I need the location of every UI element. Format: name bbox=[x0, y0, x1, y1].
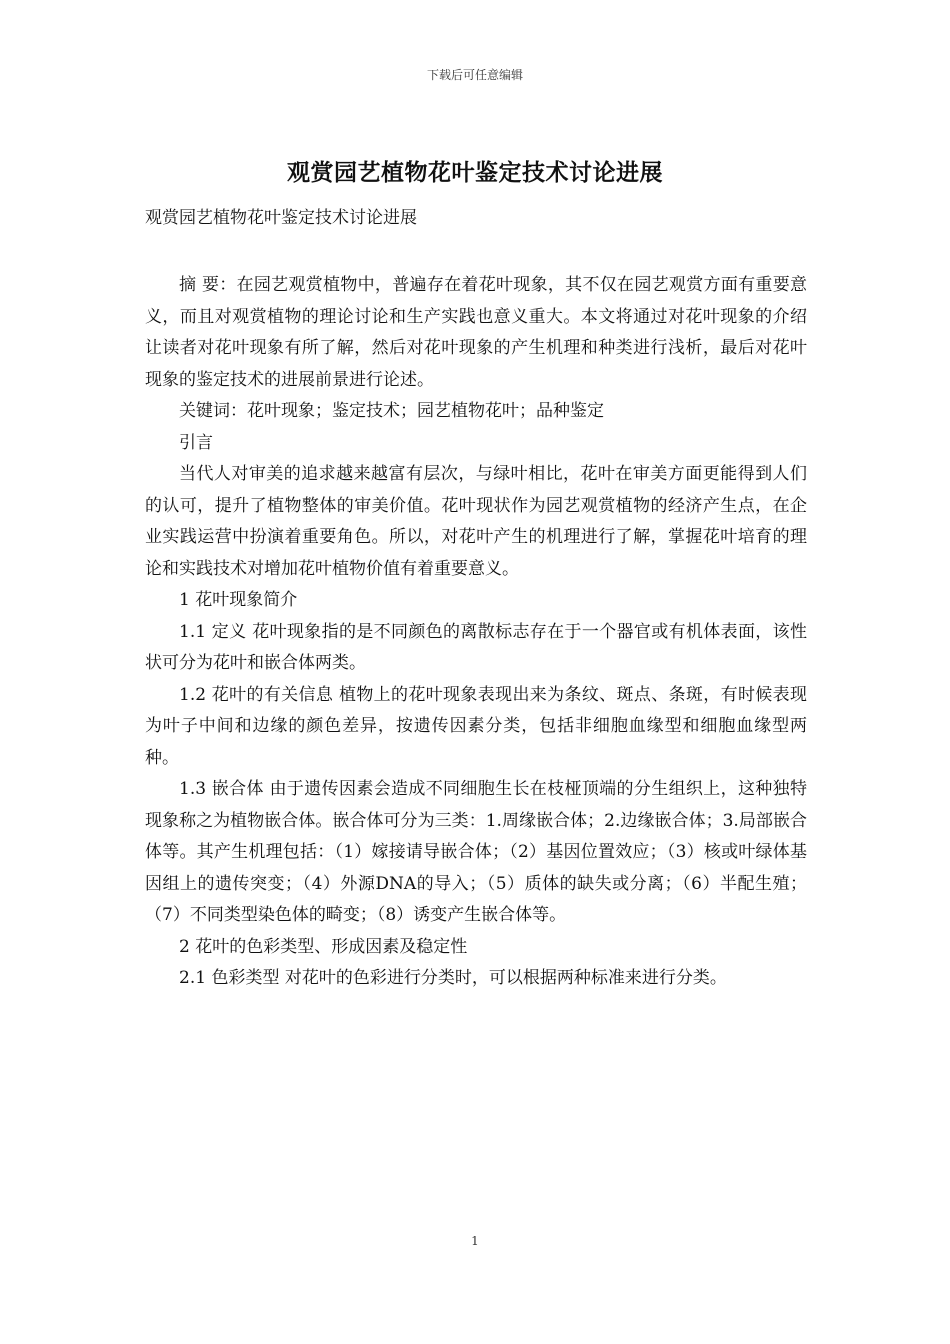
document-title: 观赏园艺植物花叶鉴定技术讨论进展 bbox=[287, 159, 663, 186]
section-2-1-paragraph: 2.1 色彩类型 对花叶的色彩进行分类时，可以根据两种标准来进行分类。 bbox=[179, 968, 727, 988]
section-1-2-paragraph: 1.2 花叶的有关信息 植物上的花叶现象表现出来为条纹、斑点、条斑，有时候表现为叶子中间和边缘的颜色差异，按遗传因素分类，包括非细胞血缘型和细胞血缘型两种。 bbox=[145, 684, 807, 768]
abstract-paragraph: 摘 要：在园艺观赏植物中，普遍存在着花叶现象，其不仅在园艺观赏方面有重要意义，而且对观赏植物的理论讨论和生产实践也意义重大。本文将通过对花叶现象的介绍让读者对花叶现象有所了解，然后对花叶现象的产生机理和种类进行浅析，最后对花叶现象的鉴定技术的进展前景进行论述。 bbox=[145, 275, 807, 390]
document-subtitle: 观赏园艺植物花叶鉴定技术讨论进展 bbox=[145, 208, 417, 228]
header-note: 下载后可任意编辑 bbox=[426, 68, 523, 82]
document-body bbox=[145, 270, 807, 995]
section-heading-2: 2 花叶的色彩类型、形成因素及稳定性 bbox=[179, 936, 468, 957]
section-heading-1: 1 花叶现象简介 bbox=[179, 590, 298, 610]
page-number: 1 bbox=[471, 1234, 479, 1248]
keywords-paragraph: 关键词：花叶现象；鉴定技术；园艺植物花叶；品种鉴定 bbox=[179, 401, 604, 421]
section-1-1-paragraph: 1.1 定义 花叶现象指的是不同颜色的离散标志存在于一个器官或有机体表面，该性状可分为花叶和嵌合体两类。 bbox=[145, 621, 807, 673]
section-1-3-paragraph: 1.3 嵌合体 由于遗传因素会造成不同细胞生长在枝桠顶端的分生组织上，这种独特现象称之为植物嵌合体。嵌合体可分为三类：1.周缘嵌合体；2.边缘嵌合体；3.局部嵌合体等。其产生机理包括：（1）嫁接请导嵌合体；（2）基因位置效应；（3）核或叶绿体基因组上的遗传突变；（4）外源DNA的导入；（5）质体的缺失或分离；（6）半配生殖；（7）不同类型染色体的畸变；（8）诱变产生嵌合体等。 bbox=[145, 779, 807, 925]
intro-paragraph: 当代人对审美的追求越来越富有层次，与绿叶相比，花叶在审美方面更能得到人们的认可，提升了植物整体的审美价值。花叶现状作为园艺观赏植物的经济产生点，在企业实践运营中扮演着重要角色。所以，对花叶产生的机理进行了解，掌握花叶培育的理论和实践技术对增加花叶植物价值有着重要意义。 bbox=[145, 464, 807, 579]
intro-heading: 引言 bbox=[179, 432, 213, 453]
